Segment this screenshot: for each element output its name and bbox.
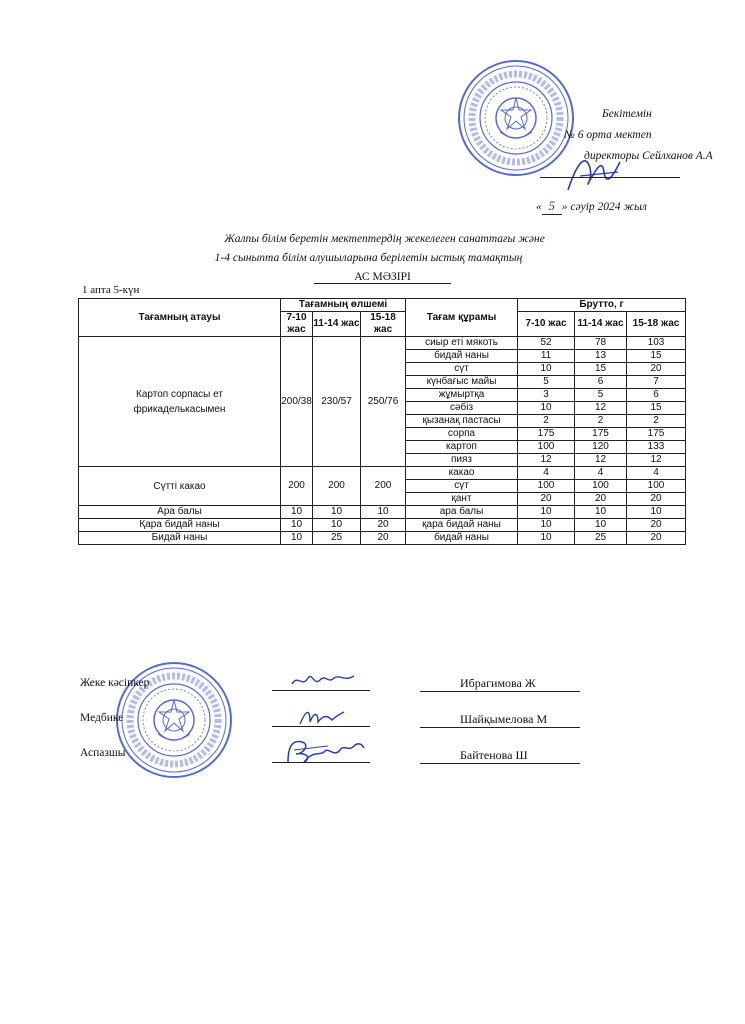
gross-weight-cell: 11 [518, 350, 575, 363]
approval-school: № 6 орта мектеп [564, 129, 652, 141]
gross-weight-cell: 10 [518, 402, 575, 415]
gross-weight-cell: 10 [518, 506, 575, 519]
table-row [79, 467, 686, 480]
ingredient-cell: пияз [406, 454, 518, 467]
table-row [79, 532, 686, 545]
approval-director: директоры Сейлханов А.А [584, 150, 713, 162]
gross-weight-cell: 4 [518, 467, 575, 480]
menu-table [78, 298, 686, 545]
entrepreneur-signature [288, 670, 358, 692]
gross-weight-cell: 175 [518, 428, 575, 441]
gross-weight-cell: 25 [575, 532, 627, 545]
header-gross: Брутто, г [518, 299, 686, 312]
header-gross-age-15-18: 15-18 жас [627, 312, 686, 337]
gross-weight-cell: 133 [627, 441, 686, 454]
ingredient-cell: сиыр еті мякоть [406, 337, 518, 350]
gross-weight-cell: 100 [518, 480, 575, 493]
gross-weight-cell: 175 [627, 428, 686, 441]
dish-name-cell: Қара бидай наны [79, 519, 281, 532]
approval-heading: Бекітемін [602, 108, 652, 120]
table-row [79, 337, 686, 350]
portion-cell: 10 [313, 519, 361, 532]
nurse-signature [296, 706, 346, 728]
header-portion: Тағамның өлшемі [281, 299, 406, 312]
ingredient-cell: бидай наны [406, 350, 518, 363]
gross-weight-cell: 2 [627, 415, 686, 428]
gross-weight-cell: 12 [518, 454, 575, 467]
gross-weight-cell: 20 [627, 532, 686, 545]
ingredient-cell: сорпа [406, 428, 518, 441]
ingredient-cell: сүт [406, 480, 518, 493]
gross-weight-cell: 12 [575, 454, 627, 467]
gross-weight-cell: 2 [518, 415, 575, 428]
doc-title-main [10, 271, 745, 283]
signatory-role-cook: Аспазшы [80, 747, 126, 759]
gross-weight-cell: 13 [575, 350, 627, 363]
portion-cell: 10 [281, 506, 313, 519]
gross-weight-cell: 78 [575, 337, 627, 350]
gross-weight-cell: 12 [575, 402, 627, 415]
signatory-name-cook: Байтенова Ш [420, 748, 580, 764]
portion-cell: 200 [281, 467, 313, 506]
portion-cell: 200 [313, 467, 361, 506]
gross-weight-cell: 103 [627, 337, 686, 350]
gross-weight-cell: 6 [575, 376, 627, 389]
gross-weight-cell: 15 [627, 350, 686, 363]
signature-line-nurse [272, 726, 370, 727]
date-rest: » сәуір 2024 жыл [561, 201, 647, 213]
gross-weight-cell: 20 [518, 493, 575, 506]
portion-cell: 20 [361, 532, 406, 545]
header-composition: Тағам құрамы [406, 299, 518, 337]
dish-name-cell: Картоп сорпасы ет фрикаделькасымен [79, 337, 281, 467]
ingredient-cell: қара бидай наны [406, 519, 518, 532]
date-open-quote: « [536, 201, 542, 213]
signatory-role-entrepreneur: Жеке кәсіпкер [80, 677, 150, 689]
portion-cell: 250/76 [361, 337, 406, 467]
gross-weight-cell: 20 [627, 519, 686, 532]
header-portion-age-7-10: 7-10 жас [281, 312, 313, 337]
approval-date [536, 198, 647, 215]
gross-weight-cell: 120 [575, 441, 627, 454]
gross-weight-cell: 10 [518, 363, 575, 376]
menu-title: АС МӘЗІРІ [314, 271, 451, 284]
gross-weight-cell: 3 [518, 389, 575, 402]
doc-title-line1: Жалпы білім беретін мектептердің жекелеген санаттағы және [224, 233, 545, 245]
header-gross-age-7-10: 7-10 жас [518, 312, 575, 337]
dish-name-cell: Ара балы [79, 506, 281, 519]
signature-line-entrepreneur [272, 690, 370, 691]
signatory-role-nurse: Медбике [80, 712, 124, 724]
table-row [79, 519, 686, 532]
gross-weight-cell: 4 [627, 467, 686, 480]
gross-weight-cell: 100 [518, 441, 575, 454]
gross-weight-cell: 20 [575, 493, 627, 506]
header-portion-age-15-18: 15-18 жас [361, 312, 406, 337]
gross-weight-cell: 12 [627, 454, 686, 467]
signatory-name-nurse: Шайқымелова М [420, 712, 580, 728]
gross-weight-cell: 10 [575, 506, 627, 519]
portion-cell: 230/57 [313, 337, 361, 467]
ingredient-cell: жұмыртқа [406, 389, 518, 402]
gross-weight-cell: 6 [627, 389, 686, 402]
gross-weight-cell: 10 [627, 506, 686, 519]
gross-weight-cell: 7 [627, 376, 686, 389]
signature-line-cook [272, 762, 370, 763]
table-row [79, 506, 686, 519]
portion-cell: 200/38 [281, 337, 313, 467]
ingredient-cell: какао [406, 467, 518, 480]
gross-weight-cell: 15 [627, 402, 686, 415]
date-day: 5 [542, 198, 562, 215]
gross-weight-cell: 100 [575, 480, 627, 493]
gross-weight-cell: 4 [575, 467, 627, 480]
gross-weight-cell: 10 [518, 519, 575, 532]
header-gross-age-11-14: 11-14 жас [575, 312, 627, 337]
gross-weight-cell: 10 [518, 532, 575, 545]
menu-table-body [79, 337, 686, 545]
gross-weight-cell: 20 [627, 493, 686, 506]
ingredient-cell: ара балы [406, 506, 518, 519]
ingredient-cell: сәбіз [406, 402, 518, 415]
signature-line [540, 177, 680, 178]
week-day-label: 1 апта 5-күн [82, 284, 140, 296]
portion-cell: 10 [313, 506, 361, 519]
gross-weight-cell: 100 [627, 480, 686, 493]
header-portion-age-11-14: 11-14 жас [313, 312, 361, 337]
gross-weight-cell: 5 [575, 389, 627, 402]
ingredient-cell: қызанақ пастасы [406, 415, 518, 428]
portion-cell: 20 [361, 519, 406, 532]
doc-title-line2: 1-4 сыныпта білім алушыларына берілетін ыстық тамақтың [214, 252, 523, 264]
gross-weight-cell: 10 [575, 519, 627, 532]
portion-cell: 25 [313, 532, 361, 545]
gross-weight-cell: 2 [575, 415, 627, 428]
gross-weight-cell: 20 [627, 363, 686, 376]
gross-weight-cell: 52 [518, 337, 575, 350]
gross-weight-cell: 175 [575, 428, 627, 441]
header-dish-name: Тағамның атауы [79, 299, 281, 337]
gross-weight-cell: 15 [575, 363, 627, 376]
ingredient-cell: сүт [406, 363, 518, 376]
ingredient-cell: қант [406, 493, 518, 506]
portion-cell: 10 [281, 519, 313, 532]
portion-cell: 10 [281, 532, 313, 545]
dish-name-cell: Сүтті какао [79, 467, 281, 506]
director-signature [560, 150, 630, 196]
dish-name-cell: Бидай наны [79, 532, 281, 545]
portion-cell: 200 [361, 467, 406, 506]
ingredient-cell: картоп [406, 441, 518, 454]
signatory-name-entrepreneur: Ибрагимова Ж [420, 676, 580, 692]
ingredient-cell: бидай наны [406, 532, 518, 545]
ingredient-cell: күнбағыс майы [406, 376, 518, 389]
portion-cell: 10 [361, 506, 406, 519]
gross-weight-cell: 5 [518, 376, 575, 389]
